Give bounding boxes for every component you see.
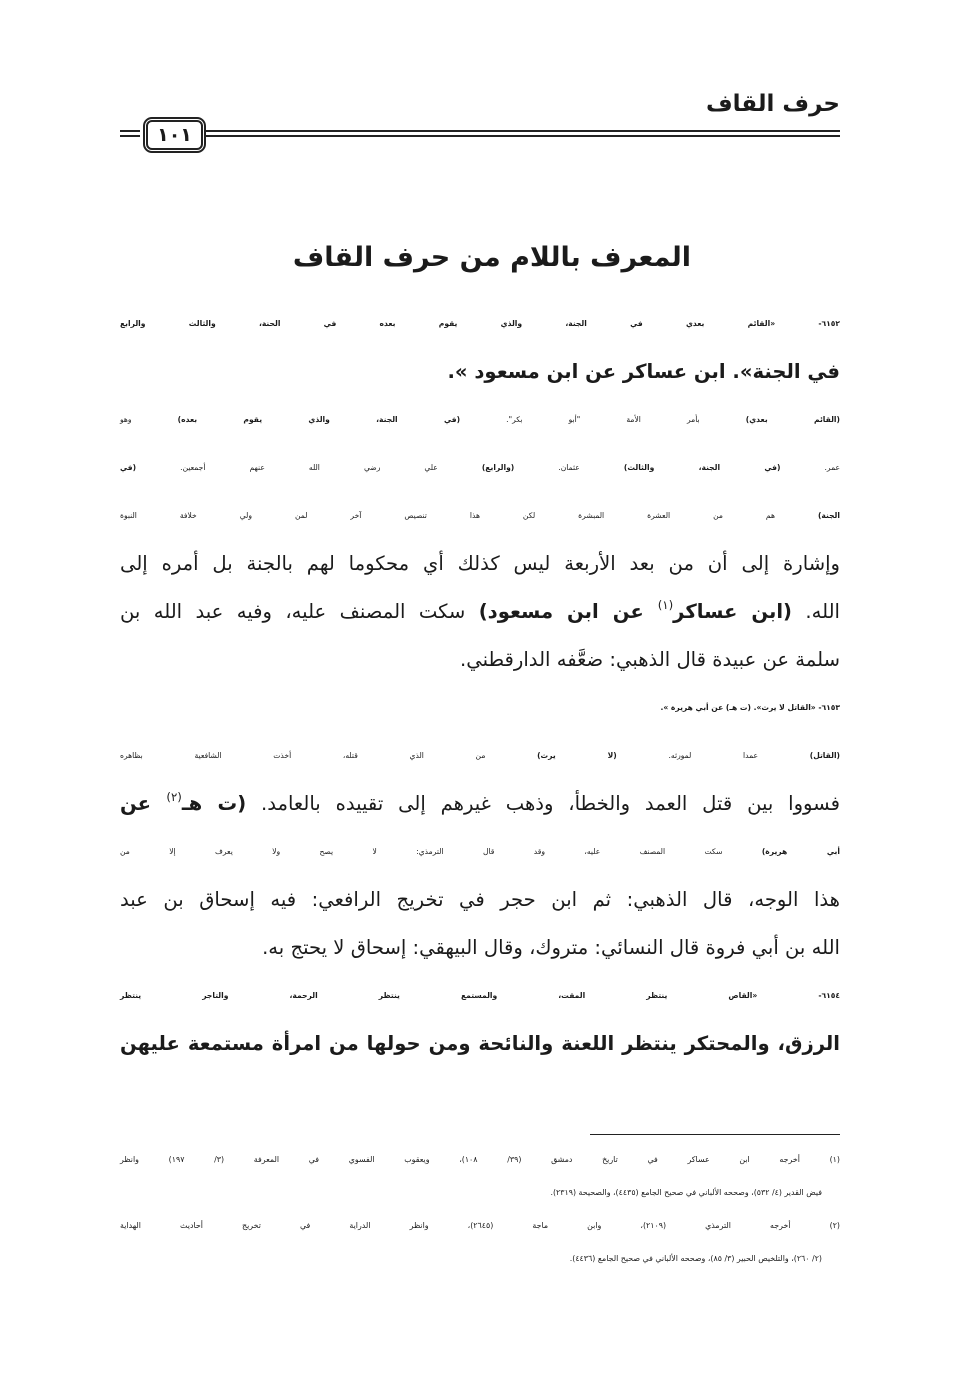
text: هذا الوجه، قال الذهبي: ثم ابن حجر في تخريج الرافعي: فيه إسحاق بن عبد [120, 888, 840, 911]
hadith-6152 [120, 300, 840, 396]
text: علي رضي الله عنهم أجمعين. [136, 463, 482, 472]
header-rule [206, 130, 840, 137]
footnote-ref: (٢) [166, 790, 182, 805]
quoted-text: الرزق، والمحتكر ينتظر اللعنة والنائحة ومن حولها من امرأة مستمعة عليهن [120, 1032, 840, 1055]
quoted-text: (ت هـ [181, 792, 247, 815]
section-title: المعرف باللام من حرف القاف [292, 242, 692, 273]
text: عثمان. [514, 463, 624, 472]
text-line [120, 588, 840, 636]
text-line [120, 972, 840, 1020]
quoted-text: (في الجنة، والثالث) [623, 463, 781, 472]
main-text [120, 300, 840, 1068]
text: وإشارة إلى أن من بعد الأربعة ليس كذلك أي محكوما لهم بالجنة بل أمره إلى [120, 552, 840, 575]
quoted-text: ٦١٥٤- «القاص ينتظر المقت، والمستمع ينتظر الرحمة، والتاجر ينتظر [120, 991, 840, 1000]
footnote-line [120, 1242, 822, 1275]
commentary-6152 [120, 396, 840, 684]
text: سكت المصنف عليه، وقد قال الترمذي: لا يصح ولا يعرف إلا من [120, 847, 762, 856]
quoted-text: ٦١٥٢- «القائم بعدي في الجنة، والذي يقوم بعده في الحنة، والثالث والرابع [120, 319, 840, 328]
text: فسووا بين قتل العمد والخطأ، وذهب غيرهم إلى تقييده بالعامد. [246, 792, 840, 815]
footnote-text: (٢/ ٢٦٠)، والتلخيص الحبير (٣/ ٨٥)، وصححه الألباني في صحيح الجامع (٤٤٣٦). [569, 1254, 822, 1263]
footnote-separator [590, 1134, 840, 1135]
quoted-text: (القائم بعدي) [745, 415, 840, 424]
footnote-line [120, 1143, 840, 1176]
text-line [120, 1020, 840, 1068]
text: بأمر الأمة "أبو بكر". [460, 415, 746, 424]
quoted-text: عن [120, 792, 167, 815]
text: سكت المصنف عليه، وفيه عبد الله بن [120, 600, 479, 623]
text: عمر. [780, 463, 841, 472]
text-line [120, 876, 840, 924]
quoted-text: عن ابن مسعود) [478, 600, 658, 623]
text-line [120, 348, 840, 396]
footnote-line [120, 1176, 822, 1209]
quoted-text: في الجنة». ابن عساكر عن ابن مسعود ». [447, 360, 840, 383]
quoted-text: (والرابع) [481, 463, 515, 472]
text: وهو [120, 415, 178, 424]
text: هم من العشرة المبشرة لكن هذا تنصيص آخر لمن ولي خلافة النبوة [120, 511, 818, 520]
hadith-6153 [120, 684, 840, 732]
quoted-text: ٦١٥٣- «القاتل لا يرث». (ت هـ) عن أبي هريرة ». [660, 703, 840, 712]
text: عمدا لمورثه. [616, 751, 810, 760]
text: من الذي قتله، أخذت الشافعية بظاهره [120, 751, 538, 760]
text-line [120, 396, 840, 444]
text-line [120, 540, 840, 588]
text-line [120, 924, 840, 972]
text-line [120, 492, 840, 540]
text-line [120, 636, 840, 684]
text-line [120, 732, 840, 780]
footnote-text: (١) أخرجه ابن عساكر في تاريخ دمشق (٣٩/ ١٠٨)، ويعقوب الفسوي في المعرفة (٣/ ١٩٧) وانظر [120, 1155, 840, 1164]
footnote-text: فيض القدير (٤/ ٥٣٢)، وصححه الألباني في صحيح الجامع (٤٤٣٥)، والصحيحة (٢٣١٩). [550, 1188, 822, 1197]
hadith-6154 [120, 972, 840, 1068]
quoted-text: (لا يرث) [537, 751, 617, 760]
quoted-text: الجنة) [817, 511, 840, 520]
quoted-text: (في الجنة، والذي يقوم بعده) [177, 415, 461, 424]
footnotes [120, 1143, 840, 1275]
text: الله. [791, 600, 840, 623]
footnote-2 [120, 1209, 840, 1275]
commentary-6153 [120, 732, 840, 972]
footnote-ref: (١) [657, 598, 674, 613]
footnote-1 [120, 1143, 840, 1209]
chapter-title: حرف القاف [705, 91, 840, 117]
text-line [120, 444, 840, 492]
quoted-text: أبي هريرة) [761, 847, 840, 856]
text-line [120, 300, 840, 348]
text-line [120, 780, 840, 828]
quoted-text: (ابن عساكر [673, 600, 792, 623]
text: سلمة عن عبيدة قال الذهبي: ضعَّفه الدارقطني. [460, 648, 840, 671]
text-line [120, 684, 840, 732]
text-line [120, 828, 840, 876]
header-rule-left [120, 130, 140, 137]
text: الله بن أبي فروة قال النسائي: متروك، وقال البيهقي: إسحاق لا يحتج به. [262, 936, 840, 959]
quoted-text: (القاتل) [809, 751, 841, 760]
footnote-text: (٢) أخرجه الترمذي (٢١٠٩)، وابن ماجة (٢٦٤٥)، وانظر الدراية في تخريج أحاديث الهداية [120, 1221, 840, 1230]
page-number: ١٠١ [143, 117, 206, 153]
quoted-text: (في [120, 463, 137, 472]
footnote-line [120, 1209, 840, 1242]
